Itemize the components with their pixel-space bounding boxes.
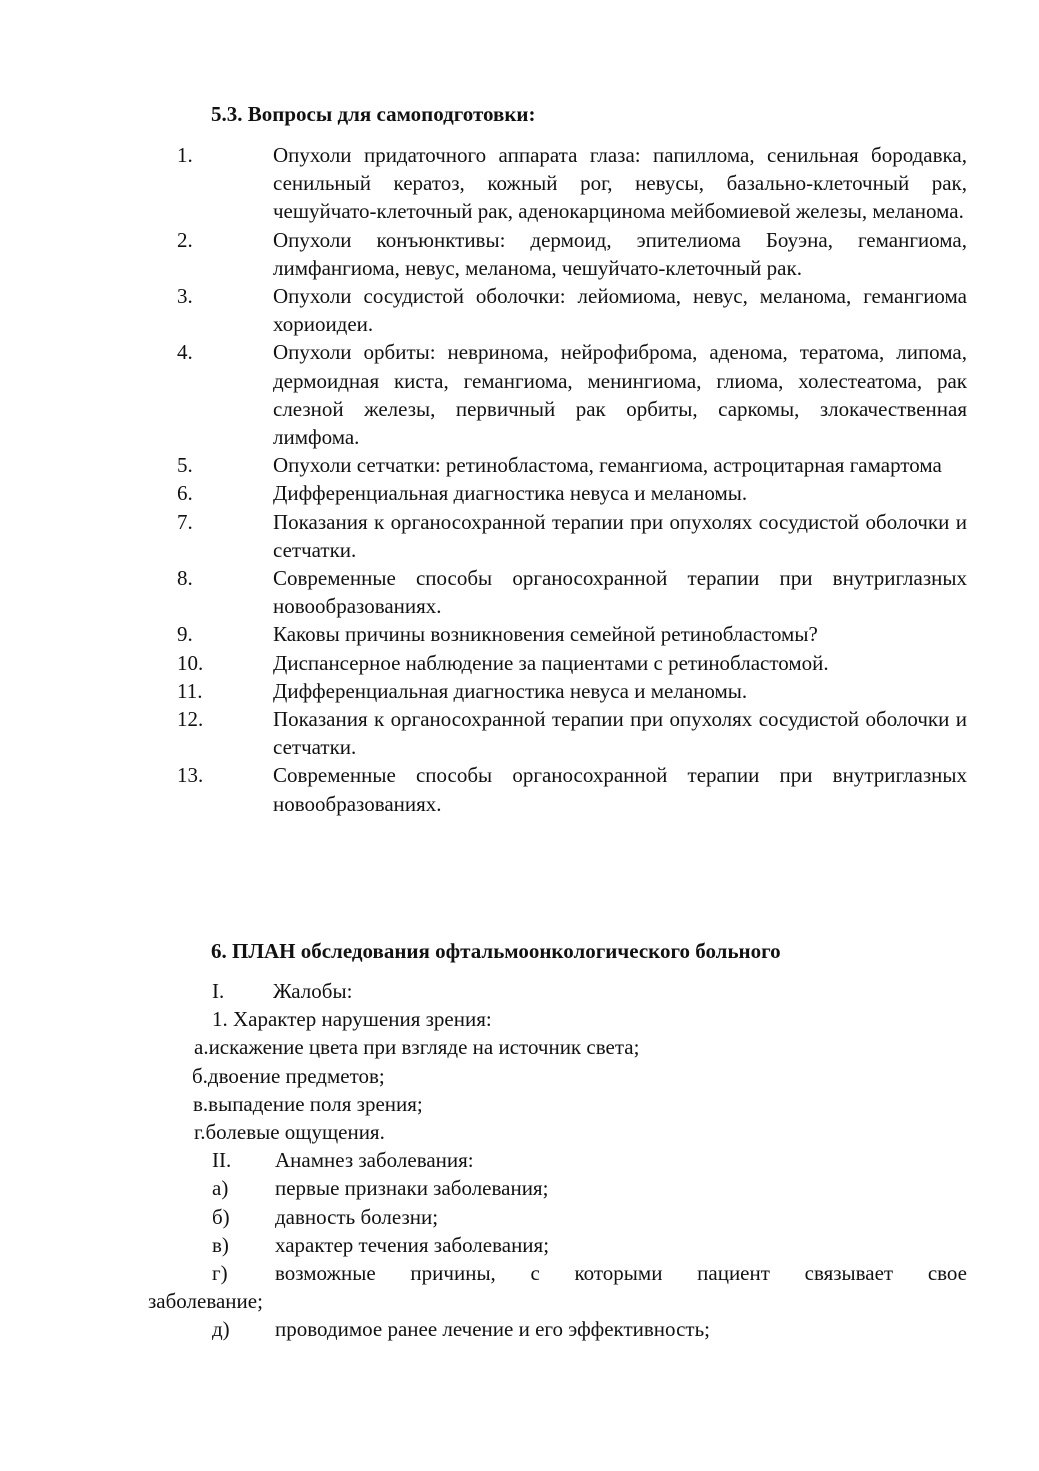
question-text: Каковы причины возникновения семейной ретинобластомы?	[273, 622, 818, 647]
question-item	[177, 677, 967, 705]
list-item: в.выпадение поля зрения;	[193, 1091, 423, 1116]
plan-item-complaints	[148, 977, 967, 1005]
question-item	[177, 564, 967, 620]
question-number: 7.	[177, 509, 193, 534]
question-number: 10.	[177, 650, 204, 675]
question-number: 4.	[177, 340, 193, 365]
question-number: 5.	[177, 453, 193, 478]
question-text: Современные способы органосохранной терапии при внутриглазных новообразованиях.	[273, 566, 967, 619]
question-number: 11.	[177, 678, 203, 703]
question-item	[177, 649, 967, 677]
question-item	[177, 620, 967, 648]
question-text: Дифференциальная диагностика невуса и меланомы.	[273, 678, 748, 703]
question-item	[177, 282, 967, 338]
sub-heading: 1. Характер нарушения зрения:	[212, 1007, 492, 1032]
question-text: Опухоли сосудистой оболочки: лейомиома, невус, меланома, гемангиома хориоидеи.	[273, 284, 967, 337]
question-item	[177, 141, 967, 226]
section-heading: 5.3. Вопросы для самоподготовки:	[211, 102, 536, 126]
question-number: 1.	[177, 143, 193, 167]
list-item: а.искажение цвета при взгляде на источник света;	[194, 1035, 640, 1060]
question-text: Дифференциальная диагностика невуса и меланомы.	[273, 481, 748, 506]
section-heading: 6. ПЛАН обследования офтальмоонкологического больного	[211, 939, 781, 963]
question-number: 12.	[177, 707, 204, 732]
list-item: а) первые признаки заболевания;	[212, 1176, 549, 1201]
question-text: Показания к органосохранной терапии при опухолях сосудистой оболочки и сетчатки.	[273, 707, 967, 760]
question-number: 6.	[177, 481, 193, 506]
plan-item-label: Жалобы:	[273, 979, 353, 1003]
question-text: Показания к органосохранной терапии при опухолях сосудистой оболочки и сетчатки.	[273, 509, 967, 562]
question-text: Современные способы органосохранной терапии при внутриглазных новообразованиях.	[273, 763, 967, 816]
list-item: г.болевые ощущения.	[194, 1119, 385, 1144]
roman-numeral: II.	[212, 1148, 232, 1173]
list-item: д) проводимое ранее лечение и его эффективность;	[212, 1317, 710, 1342]
question-number: 13.	[177, 763, 204, 788]
question-number: 2.	[177, 227, 193, 252]
roman-numeral: I.	[212, 979, 225, 1003]
question-item	[177, 508, 967, 564]
examination-plan	[148, 977, 967, 1343]
list-item: в) характер течения заболевания;	[212, 1232, 550, 1257]
question-text: Опухоли орбиты: невринома, нейрофиброма, аденома, тератома, липома, дермоидная киста, гемангиома, менингиома, глиома, холестеатома, рак слезной железы, первичный рак орбиты, саркомы, злокачественная лимфома.	[273, 340, 967, 450]
list-item: б) давность болезни;	[212, 1204, 439, 1229]
plan-item-label: Анамнез заболевания:	[275, 1148, 474, 1173]
question-text: Диспансерное наблюдение за пациентами с ретинобластомой.	[273, 650, 829, 675]
plan-item-anamnesis	[148, 1146, 967, 1174]
list-item: б.двоение предметов;	[192, 1063, 385, 1088]
question-number: 9.	[177, 622, 193, 647]
question-number: 3.	[177, 284, 193, 309]
question-number: 8.	[177, 566, 193, 591]
question-item	[177, 479, 967, 507]
question-item	[177, 705, 967, 761]
question-item	[177, 226, 967, 282]
question-item	[177, 451, 967, 479]
question-item	[177, 761, 967, 817]
list-item-continuation: заболевание;	[148, 1289, 263, 1314]
questions-list	[177, 141, 967, 818]
question-text: Опухоли конъюнктивы: дермоид, эпителиома Боуэна, гемангиома, лимфангиома, невус, меланома, чешуйчато-клеточный рак.	[273, 227, 967, 280]
question-text: Опухоли придаточного аппарата глаза: папиллома, сенильная бородавка, сенильный кератоз, кожный рог, невусы, базально-клеточный рак, чешуйчато-клеточный рак, аденокарцинома мейбомиевой железы, меланома.	[273, 143, 967, 224]
question-item	[177, 338, 967, 451]
question-text: Опухоли сетчатки: ретинобластома, гемангиома, астроцитарная гамартома	[273, 453, 942, 478]
list-item: г) возможные причины, с которыми пациент связывает свое	[212, 1260, 967, 1285]
